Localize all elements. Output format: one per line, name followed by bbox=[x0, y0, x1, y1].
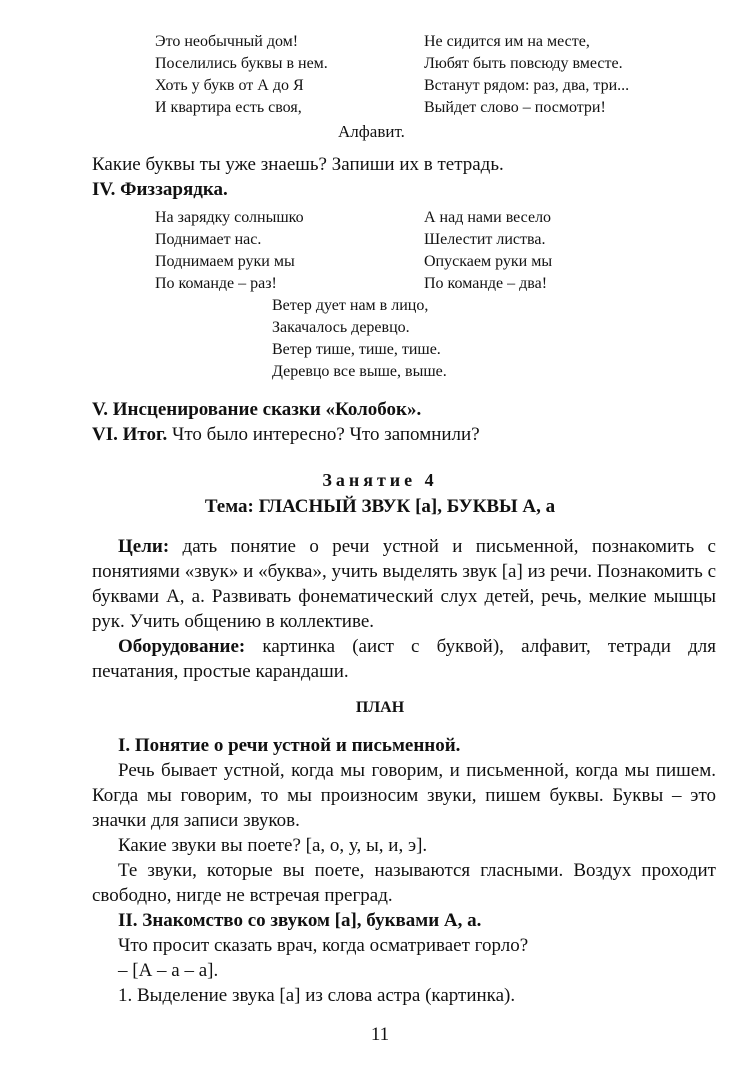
vowels-paragraph: Те звуки, которые вы поете, называются гласными. Воздух проходит свободно, нигде не встречая преград. bbox=[92, 860, 716, 906]
lesson-topic: Тема: ГЛАСНЫЙ ЗВУК [а], БУКВЫ А, а bbox=[204, 496, 556, 517]
poem2-left-line: Поднимает нас. bbox=[155, 231, 262, 248]
lesson-number: Занятие 4 bbox=[322, 470, 438, 490]
page-number: 11 bbox=[370, 1024, 390, 1045]
equipment-label: Оборудование: bbox=[118, 636, 246, 657]
speech-paragraph: Речь бывает устной, когда мы говорим, и письменной, когда мы пишем. Когда мы говорим, то мы произносим звуки, пишем буквы. Буквы – это значки для записи звуков. bbox=[92, 760, 716, 831]
goals-text: дать понятие о речи устной и письменной, познакомить с понятиями «звук» и «буква», учить выделять звук [а] из речи. Познакомить с буквами А, а. Развивать фонематический слух детей, речь, мелкие мышцы рук. Учить общению в коллективе. bbox=[92, 536, 716, 632]
equipment-paragraph bbox=[92, 634, 716, 684]
goals-paragraph bbox=[92, 534, 716, 634]
task-line: Какие буквы ты уже знаешь? Запиши их в тетрадь. bbox=[92, 154, 504, 175]
poem1-right-line: Выйдет слово – посмотри! bbox=[424, 99, 606, 116]
poem1-answer: Алфавит. bbox=[338, 122, 405, 141]
poem1-right-line: Не сидится им на месте, bbox=[424, 33, 590, 50]
section-vi-text: Что было интересно? Что запомнили? bbox=[167, 424, 480, 445]
poem1-left bbox=[155, 31, 328, 119]
plan-ii-heading: II. Знакомство со звуком [а], буквами А, а. bbox=[118, 910, 482, 931]
section-vi-label: VI. Итог. bbox=[92, 424, 168, 445]
poem1-left-line: Поселились буквы в нем. bbox=[155, 55, 328, 72]
poem2-left-line: Поднимаем руки мы bbox=[155, 253, 295, 270]
section-v-heading: V. Инсценирование сказки «Колобок». bbox=[92, 399, 422, 420]
goals-label: Цели: bbox=[118, 536, 170, 557]
poem2-center-line: Деревцо все выше, выше. bbox=[272, 363, 447, 380]
poem1-left-line: Это необычный дом! bbox=[155, 33, 299, 50]
poem2-left bbox=[155, 207, 304, 295]
poem2-center-line: Ветер дует нам в лицо, bbox=[272, 297, 429, 314]
doctor-answer: – [А – а – а]. bbox=[118, 960, 219, 981]
poem2-center-line: Закачалось деревцо. bbox=[272, 319, 410, 336]
poem2-right-line: Опускаем руки мы bbox=[424, 253, 553, 270]
plan-heading: ПЛАН bbox=[355, 699, 405, 716]
poem1-left-line: Хоть у букв от А до Я bbox=[155, 77, 304, 94]
poem1-right bbox=[424, 31, 629, 119]
equipment-text: картинка (аист с буквой), алфавит, тетради для печатания, простые карандаши. bbox=[92, 636, 716, 682]
goals-block bbox=[92, 534, 716, 684]
poem2-center bbox=[272, 295, 447, 383]
poem2-right-line: По команде – два! bbox=[424, 275, 548, 292]
poem1-right-line: Любят быть повсюду вместе. bbox=[424, 55, 623, 72]
poem2-left-line: На зарядку солнышко bbox=[155, 209, 304, 226]
poem2-left-line: По команде – раз! bbox=[155, 275, 277, 292]
doctor-question: Что просит сказать врач, когда осматривает горло? bbox=[118, 935, 529, 956]
poem1-right-line: Встанут рядом: раз, два, три... bbox=[424, 77, 630, 94]
poem1-left-line: И квартира есть своя, bbox=[155, 99, 302, 116]
plan-i-heading: I. Понятие о речи устной и письменной. bbox=[118, 735, 461, 756]
poem2-right-line: А над нами весело bbox=[424, 209, 552, 226]
sounds-question: Какие звуки вы поете? [а, о, у, ы, и, э]. bbox=[118, 835, 428, 856]
poem2-right-line: Шелестит листва. bbox=[424, 231, 546, 248]
section-iv-heading: IV. Физзарядка. bbox=[92, 179, 228, 200]
item-1: 1. Выделение звука [а] из слова астра (картинка). bbox=[118, 985, 516, 1006]
poem2-center-line: Ветер тише, тише, тише. bbox=[272, 341, 441, 358]
poem2-right bbox=[424, 207, 552, 295]
speech-block bbox=[92, 758, 716, 908]
section-vi bbox=[92, 422, 716, 447]
